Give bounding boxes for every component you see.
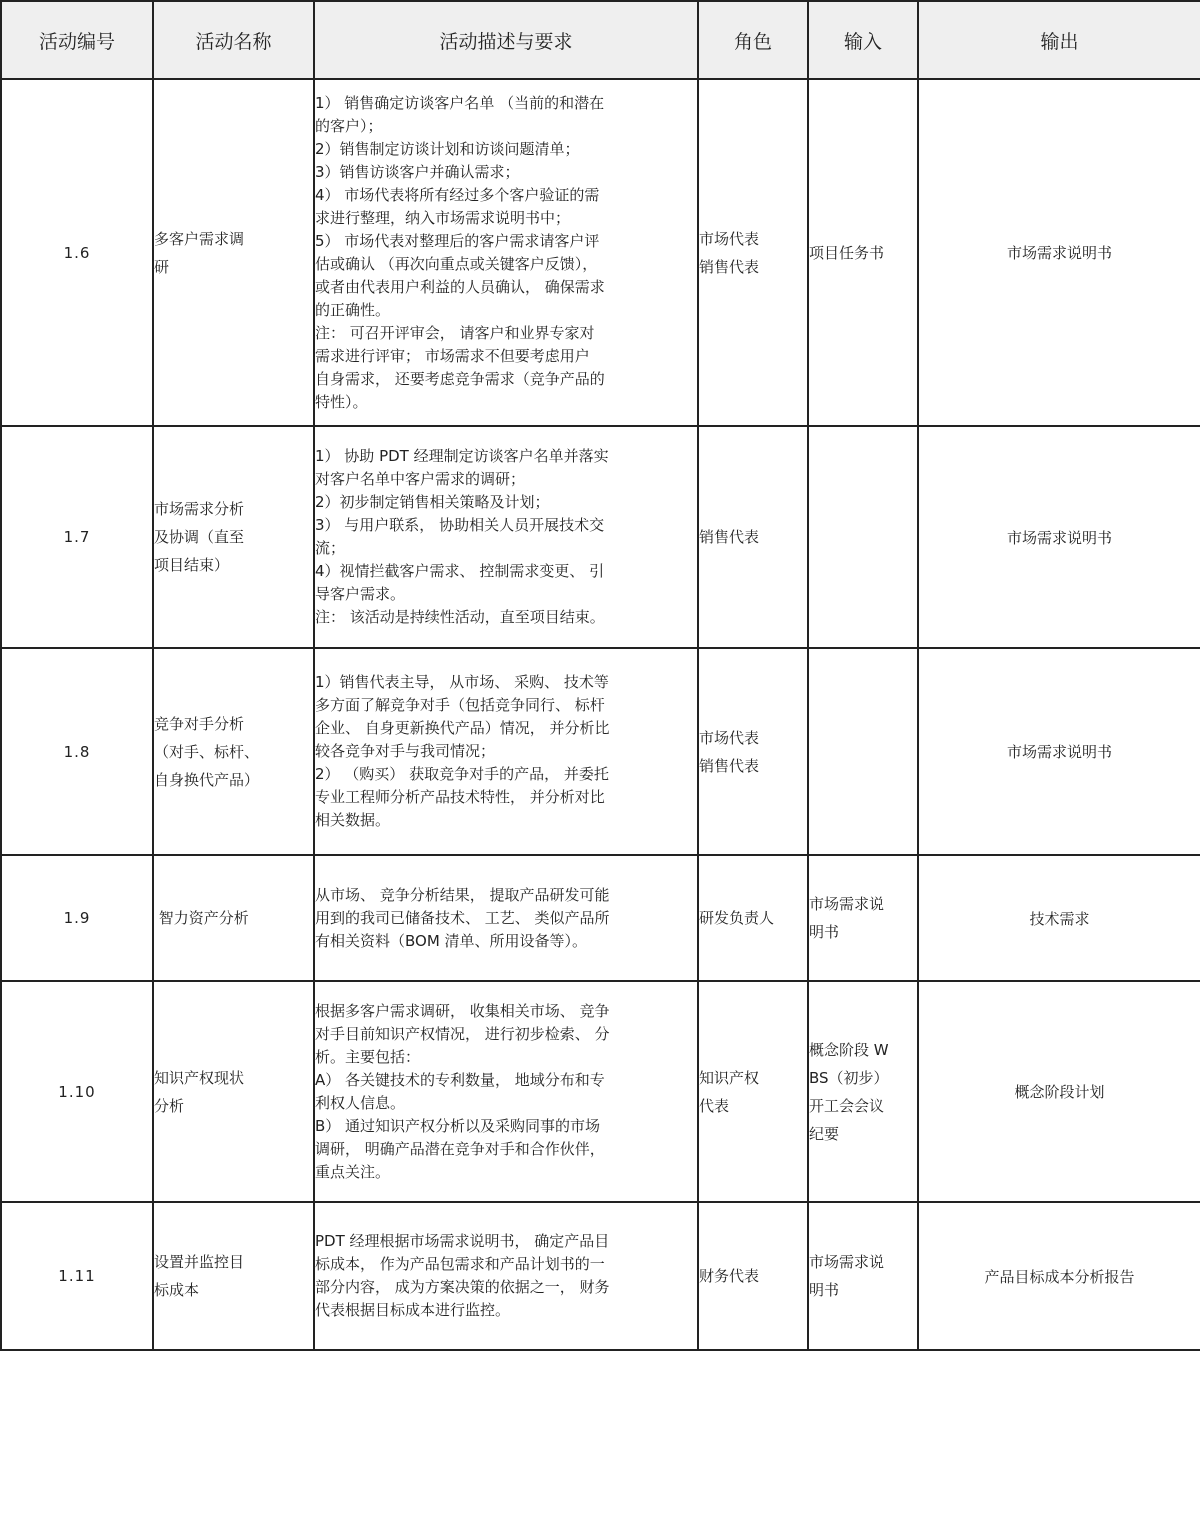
activity-name-line: 项目结束） [154,556,230,574]
activity-name-cell [153,1202,314,1350]
description-line: 1）销售代表主导， 从市场、 采购、 技术等 [315,673,609,691]
description-line: 企业、 自身更新换代产品）情况， 并分析比 [315,719,610,737]
output-cell: 市场需求说明书 [918,426,1200,648]
table-row [1,79,1200,426]
activity-name-line: 多客户需求调 [154,229,245,248]
input-line: 市场需求说 [809,895,885,913]
input-line: 市场需求说 [809,1253,885,1271]
description-line: 利权人信息。 [315,1093,406,1112]
activity-description-cell [314,855,698,981]
description-line: 的客户）； [315,116,383,135]
activity-name-cell [153,981,314,1202]
description-line: 较各竞争对手与我司情况； [315,742,496,760]
activity-name-cell [153,79,314,426]
activity-name-line: 设置并监控目 [154,1253,245,1271]
activity-name-cell [153,426,314,648]
description-line: 或者由代表用户利益的人员确认， 确保需求 [315,277,605,296]
description-line: 3）销售访谈客户并确认需求； [315,162,520,181]
role-line: 财务代表 [699,1267,760,1285]
description-line: 用到的我司已储备技术、 工艺、 类似产品所 [315,908,610,927]
role-cell [698,79,808,426]
activity-name-line: 分析 [154,1096,185,1115]
table-body [1,79,1200,1350]
activity-name-line: 智力资产分析 [154,909,249,927]
role-line: 研发负责人 [699,909,775,927]
description-line: 特性）。 [315,392,368,411]
output-cell: 市场需求说明书 [918,79,1200,426]
role-cell [698,981,808,1202]
activity-id-cell: 1.9 [1,855,153,981]
description-line: 调研， 明确产品潜在竞争对手和合作伙伴， [315,1139,605,1158]
output-cell: 市场需求说明书 [918,648,1200,855]
input-cell [808,1202,918,1350]
description-line: 注： 可召开评审会， 请客户和业界专家对 [315,323,595,342]
activity-name-line: 自身换代产品） [154,770,260,789]
description-line: 的正确性。 [315,300,391,319]
role-line: 知识产权 [699,1068,760,1087]
output-cell: 技术需求 [918,855,1200,981]
activity-description-cell [314,981,698,1202]
role-line: 销售代表 [699,756,760,775]
description-line: 1） 协助 PDT 经理制定访谈客户名单并落实 [315,447,609,465]
role-line: 市场代表 [699,728,760,747]
activity-name-cell [153,855,314,981]
description-line: 从市场、 竞争分析结果， 提取产品研发可能 [315,885,610,904]
header-activity-id: 活动编号 [1,1,153,79]
activity-description-cell [314,426,698,648]
header-activity-description: 活动描述与要求 [314,1,698,79]
description-line: 部分内容， 成为方案决策的依据之一， 财务 [315,1278,610,1296]
description-line: 导客户需求。 [315,585,406,603]
activity-name-line: 及协调（直至 [154,528,245,546]
activity-id-cell: 1.11 [1,1202,153,1350]
description-line: 代表根据目标成本进行监控。 [315,1301,511,1319]
description-line: 4） 市场代表将所有经过多个客户验证的需 [315,185,600,204]
input-cell [808,981,918,1202]
activity-id-cell: 1.7 [1,426,153,648]
table-row [1,648,1200,855]
description-line: 析。主要包括： [315,1047,421,1066]
role-line: 市场代表 [699,229,760,248]
description-line: 对手目前知识产权情况， 进行初步检索、 分 [315,1024,610,1043]
activity-description-cell [314,1202,698,1350]
description-line: 专业工程师分析产品技术特性， 并分析对比 [315,788,605,806]
description-line: 注： 该活动是持续性活动，直至项目结束。 [315,608,605,626]
input-line: 纪要 [809,1124,840,1143]
header-row [1,1,1200,79]
description-line: B） 通过知识产权分析以及采购同事的市场 [315,1116,601,1135]
input-line: 明书 [809,1281,840,1299]
input-cell [808,426,918,648]
description-line: A） 各关键技术的专利数量， 地域分布和专 [315,1070,605,1089]
activity-name-line: 市场需求分析 [154,500,245,518]
activity-description-cell [314,79,698,426]
table-row [1,981,1200,1202]
activity-name-line: 标成本 [154,1281,200,1299]
description-line: PDT 经理根据市场需求说明书， 确定产品目 [315,1232,610,1250]
input-line: 明书 [809,923,840,941]
description-line: 有相关资料（BOM 清单、所用设备等）。 [315,931,588,950]
description-line: 估或确认 （再次向重点或关键客户反馈）， [315,254,598,273]
description-line: 流； [315,539,346,557]
role-cell [698,855,808,981]
activity-name-line: 研 [154,257,170,276]
role-line: 销售代表 [699,257,760,276]
activity-name-line: （对手、标杆、 [154,742,260,761]
description-line: 3） 与用户联系， 协助相关人员开展技术交 [315,516,605,534]
description-line: 2） （购买） 获取竞争对手的产品， 并委托 [315,765,609,783]
description-line: 重点关注。 [315,1162,391,1181]
input-line: 概念阶段 W [809,1040,889,1059]
table-row [1,855,1200,981]
role-cell [698,426,808,648]
activity-name-line: 知识产权现状 [154,1068,245,1087]
description-line: 根据多客户需求调研， 收集相关市场、 竞争 [315,1001,610,1020]
activity-name-line: 竞争对手分析 [154,714,245,733]
header-activity-name: 活动名称 [153,1,314,79]
input-cell [808,648,918,855]
activity-id-cell: 1.10 [1,981,153,1202]
header-role: 角色 [698,1,808,79]
input-line: 开工会会议 [809,1096,885,1115]
description-line: 4）视情拦截客户需求、 控制需求变更、 引 [315,562,605,580]
description-line: 多方面了解竞争对手（包括竞争同行、 标杆 [315,696,605,714]
description-line: 求进行整理，纳入市场需求说明书中； [315,208,571,227]
input-line: 项目任务书 [809,243,885,262]
description-line: 2）初步制定销售相关策略及计划； [315,493,550,511]
role-cell [698,648,808,855]
table-row [1,1202,1200,1350]
header-input: 输入 [808,1,918,79]
input-cell [808,855,918,981]
description-line: 对客户名单中客户需求的调研； [315,470,526,488]
table-row [1,426,1200,648]
role-cell [698,1202,808,1350]
description-line: 2）销售制定访谈计划和访谈问题清单； [315,139,580,158]
activity-id-cell: 1.6 [1,79,153,426]
input-line: BS（初步） [809,1068,889,1087]
activity-description-cell [314,648,698,855]
description-line: 自身需求， 还要考虑竞争需求（竞争产品的 [315,369,605,388]
description-line: 相关数据。 [315,811,391,829]
description-line: 5） 市场代表对整理后的客户需求请客户评 [315,231,600,250]
activity-id-cell: 1.8 [1,648,153,855]
output-cell: 概念阶段计划 [918,981,1200,1202]
description-line: 1） 销售确定访谈客户名单 （当前的和潜在 [315,93,605,112]
role-line: 销售代表 [699,528,760,546]
output-cell: 产品目标成本分析报告 [918,1202,1200,1350]
header-output: 输出 [918,1,1200,79]
role-line: 代表 [699,1096,730,1115]
description-line: 需求进行评审； 市场需求不但要考虑用户 [315,346,590,365]
description-line: 标成本， 作为产品包需求和产品计划书的一 [315,1255,605,1273]
input-cell [808,79,918,426]
activity-name-cell [153,648,314,855]
